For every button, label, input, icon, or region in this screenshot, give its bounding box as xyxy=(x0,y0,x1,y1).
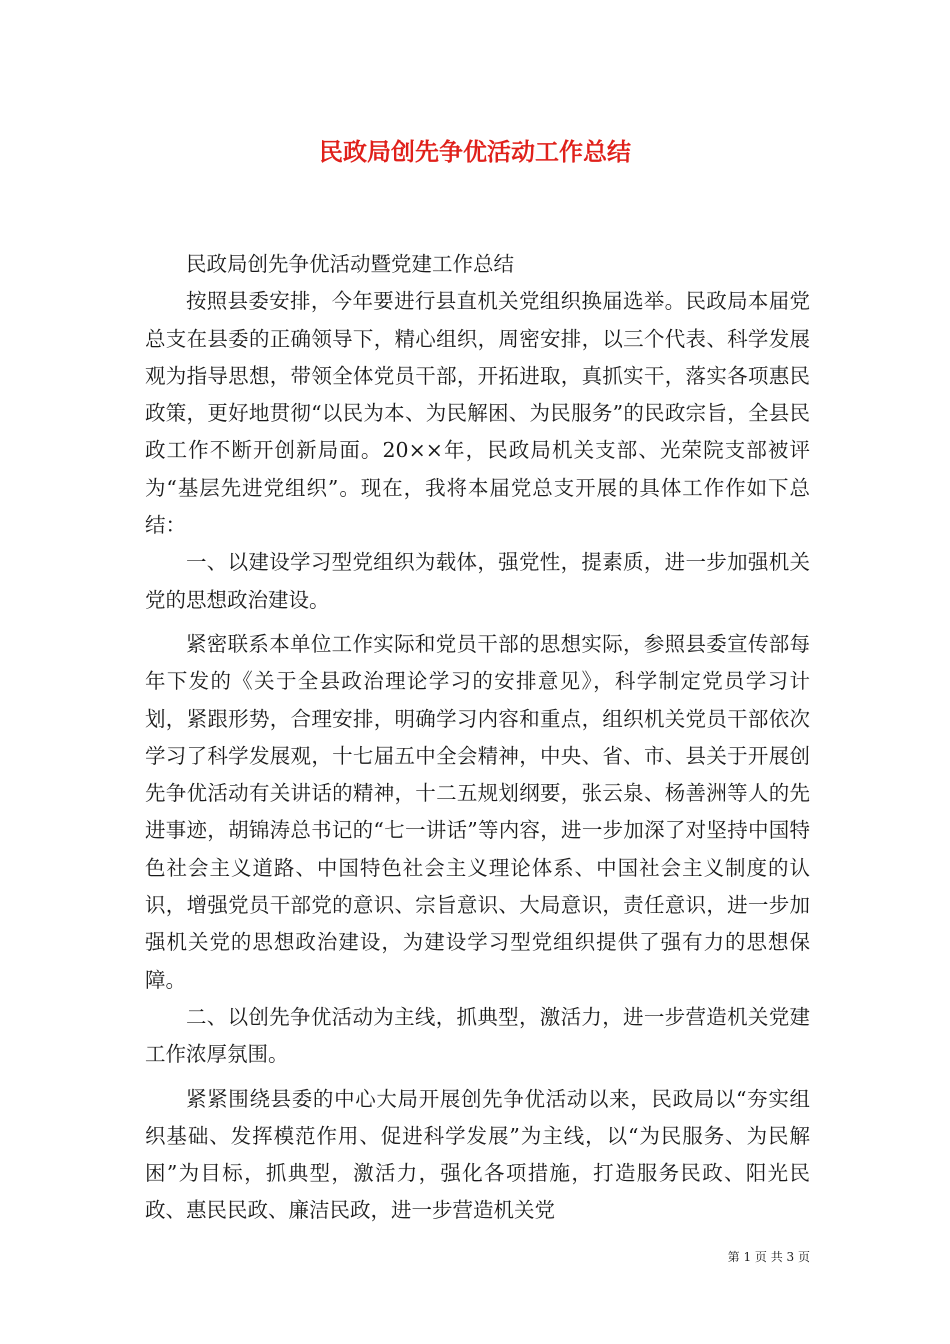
section-heading-1: 一、以建设学习型党组织为载体，强党性，提素质，进一步加强机关党的思想政治建设。 xyxy=(145,550,810,612)
section-body-2: 紧紧围绕县委的中心大局开展创先争优活动以来，民政局以“夯实组织基础、发挥模范作用、促进科学发展”为主线，以“为民服务、为民解困”为目标，抓典型，激活力，强化各项措施，打造服务民政、阳光民政、惠民民政、廉洁民政，进一步营造机关党 xyxy=(145,1086,810,1223)
page-number: 第 1 页 共 3 页 xyxy=(727,1250,810,1264)
section-heading-2: 二、以创先争优活动为主线，抓典型，激活力，进一步营造机关党建工作浓厚氛围。 xyxy=(145,1004,810,1067)
document-body xyxy=(145,246,810,1230)
subtitle-paragraph: 民政局创先争优活动暨党建工作总结 xyxy=(186,252,514,276)
page-title: 民政局创先争优活动工作总结 xyxy=(319,137,631,166)
section-body-1: 紧密联系本单位工作实际和党员干部的思想实际，参照县委宣传部每年下发的《关于全县政治理论学习的安排意见》，科学制定党员学习计划，紧跟形势，合理安排，明确学习内容和重点，组织机关党员干部依次学习了科学发展观，十七届五中全会精神，中央、省、市、县关于开展创先争优活动有关讲话的精神，十二五规划纲要，张云泉、杨善洲等人的先进事迹，胡锦涛总书记的“七一讲话”等内容，进一步加深了对坚持中国特色社会主义道路、中国特色社会主义理论体系、中国社会主义制度的认识，增强党员干部党的意识、宗旨意识、大局意识，责任意识，进一步加强机关党的思想政治建设，为建设学习型党组织提供了强有力的思想保障。 xyxy=(145,631,810,992)
intro-paragraph: 按照县委安排，今年要进行县直机关党组织换届选举。民政局本届党总支在县委的正确领导下，精心组织，周密安排，以三个代表、科学发展观为指导思想，带领全体党员干部，开拓进取，真抓实干，落实各项惠民政策，更好地贯彻“以民为本、为民解困、为民服务”的民政宗旨，全县民政工作不断开创新局面。20××年，民政局机关支部、光荣院支部被评为“基层先进党组织”。现在，我将本届党总支开展的具体工作作如下总结： xyxy=(145,289,810,538)
